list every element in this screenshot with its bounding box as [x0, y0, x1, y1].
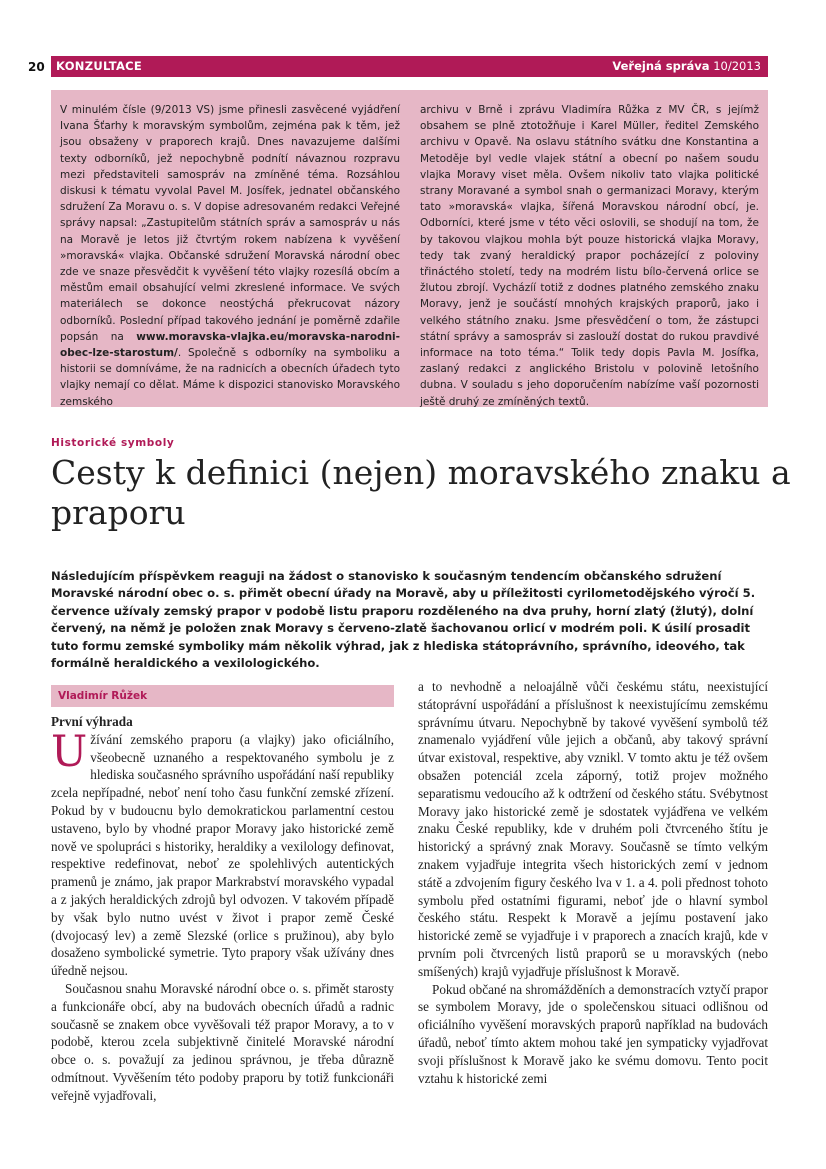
paragraph: Pokud občané na shromážděních a demonstracích vztyčí prapor se symbolem Moravy, jde o společenskou situaci odlišnou od oficiálního vyvěšení moravských praporů například na budovách úřadů, neboť tímto aktem mohou také jen sympaticky vyjadřovat svoji příslušnost k Moravě jako ke svému domovu. Tento pocit vztahu k historické zemi — [418, 981, 768, 1086]
article-lead: Následujícím příspěvkem reaguji na žádost o stanovisko k současným tendencím občanského sdružení Moravské národní obec o. s. přimět obecní úřady na Moravě, aby u příležitosti cyrilometodějského výročí 5. července užívaly zemský prapor v podobě listu praporu rozděleného na dva pruhy, horní zlatý (žlutý), dolní červený, na němž je položen znak Moravy s červeno-zlatě šachovanou orlicí v modrém poli. K úsilí prosadit tuto formu zemské symboliky mám několik výhrad, jak z hlediska státoprávního, správního, ideového, tak formálně heraldického a vexilologického. — [51, 569, 756, 671]
editorial-intro-box — [51, 90, 768, 407]
intro-right-column: archivu v Brně i zprávu Vladimíra Růžka z MV ČR, s jejímž obsahem se plně ztotožňuje i Karel Müller, ředitel Zemského archivu v Opavě. Na oslavu státního svátku dne Konstantina a Metoděje byl vedle vlajek státní a obecní po našem soudu vlajka Moravy viset měla. Ovšem nikoliv tato vlajka politické strany Moravané a symbol snah o germanizaci Moravy, kterým tato »moravská« vlajka, šířená Moravskou národní obcí, je. Odborníci, které jsme v této věci oslovili, se shodují na tom, že by takovou vlajkou mohla být pouze historická vlajka Moravy, tedy tak zvaný heraldický prapor pocházející z poloviny třináctého století, tedy na modrém listu bílo-červená orlice se žlutou zbrojí. Vycházíí totiž z dodnes platného zemského znaku Moravy, jenž je součástí mnohých krajských praporů, jako i velkého státního znaku. Jsme přesvědčení o tom, že zástupci státní správy a samospráv si zaslouží dostat do rukou pravdivé informace na toto téma.“ Tolik tedy dopis Pavla M. Josífka, zaslaný redakci z anglického Bristolu v polovině letošního dubna. V souladu s jeho doporučením nabízíme vaší pozornosti ještě druhý ze zmíněných textů. — [420, 104, 759, 408]
article-left-column — [51, 713, 394, 1105]
paragraph-text: žívání zemského praporu (a vlajky) jako oficiálního, všeobecně uznaného a respektovaného symbolu je z hlediska současného správního uspořádání naší republiky zcela nepřípadné, neboť není toho času funkční zemské zřízení. Pokud by v budoucnu bylo demokratickou parlamentní cestou ustaveno, bylo by vhodné prapor Moravy jako historické země nově ve spolupráci s historiky, heraldiky a vexilology definovat, respektive redefinovat, neboť ze spolehlivých autentických pramenů je známo, jak prapor Markrabství moravského vypadal a z jakých heraldických zdrojů byl odvozen. V takovém případě by však bylo nutno uvést v život i prapor země České (dvojocasý lev) a země Slezské (orlice s pružinou), aby bylo dosaženo symbolické symetrie. Tyto prapory však užívány dnes úředně nejsou. — [51, 731, 394, 979]
article-right-column — [418, 678, 768, 1087]
author-name: Vladimír Růžek — [58, 690, 148, 702]
paragraph: Současnou snahu Moravské národní obce o. s. přimět starosty a funkcionáře obcí, aby na budovách obecních úřadů a radnic současně se znakem obce vyvěšovali též prapor Moravy, a to v podobě, kterou zcela subjektivně činitelé Moravské národní obce o. s. považují za jedinou správnou, je třeba důrazně odmítnout. Vyvěšením této podoby praporu by totiž funkcionáři veřejně vyjadřovali, — [51, 980, 394, 1103]
magazine-issue — [612, 59, 761, 73]
intro-left-text: V minulém čísle (9/2013 VS) jsme přinesli zasvěcené vyjádření Ivana Šťarhy k moravským symbolům, zejména pak k těm, jež jsou obsaženy v praporech krajů. Dnes navazujeme dalšími texty odborníků, jež nepochybně podnítí návaznou rozpravu mezi představiteli samospráv na zmíněné téma. Rozsáhlou diskusi k tématu vyvolal Pavel M. Josífek, jednatel občanského sdružení Za Moravu o. s. V dopise adresovaném redakci Veřejné správy napsal: „Zastupitelům státních správ a samospráv u nás na Moravě je letos již čtvrtým rokem nabízena k vyvěšení »moravská« vlajka. Občanské sdružení Moravská národní obec zde ve snaze přesvědčit k vyvěšení této vlajky rozesílá obcím a městům email obsahující velmi zkreslené informace. Ve svých materiálech se dokonce neostýchá překrucovat názory odborníků. Poslední případ takového jednání je poměrně zdařile popsán na — [60, 104, 400, 343]
magazine-name: Veřejná správa — [612, 59, 710, 73]
page-number: 20 — [28, 60, 45, 74]
paragraph — [51, 726, 394, 980]
section-header-bar — [51, 56, 768, 77]
issue-number: 10/2013 — [713, 59, 761, 73]
intro-left-text-end: . Společně s odborníky na symboliku a historii se domníváme, že na radnicích a obecních úřadech tyto vlajky nemají co dělat. Máme k dispozici stanovisko Moravského zemského — [60, 347, 400, 408]
article-title: Cesty k definici (nejen) moravského znaku a praporu — [51, 453, 791, 532]
subhead-first-objection: První výhrada — [51, 714, 133, 729]
paragraph: a to nevhodně a neloajálně vůči českému státu, neexistující státoprávní uspořádání a příslušnost k neexistujícímu zemskému správnímu útvaru. Nepochybně by takové vyvěšení symbolů též znamenalo vyjádření vůle jejich a občanů, aby takový správní útvar existoval, respektive, aby vznikl. V tomto aktu je též ovšem obsažen potenciál zcela záporný, totiž projev možného separatismu vedoucího až k odtržení od českého státu. Svébytnost Moravy jako historické země je sdostatek vyjádřena ve velkém znaku České republiky, kde v druhém poli čtvrceného štítu je historický a správný znak Moravy. Současně se tímto velkým znakem vyjadřuje integrita všech historických zemí v jednom státě a zdvojením figury českého lva v 1. a 4. poli přednost tohoto symbolu před ostatními figurami, neboť jde o hlavní symbol českého státu. Respekt k Moravě a jejímu postavení jako historické země se vyjadřuje i v praporech a znacích krajů, kde v prvním poli čtvrcených listů praporů se u moravských (nebo smíšených) krajů vyjadřuje příslušnost k Moravě. — [418, 679, 768, 979]
article-kicker: Historické symboly — [51, 437, 175, 449]
section-label: KONZULTACE — [56, 59, 143, 73]
author-bar — [51, 685, 394, 707]
intro-link[interactable]: www.moravska-vlajka.eu/moravska-narodni-obec-lze-starostum/ — [60, 330, 400, 360]
drop-cap: U — [51, 726, 88, 777]
intro-left-column — [60, 102, 400, 410]
